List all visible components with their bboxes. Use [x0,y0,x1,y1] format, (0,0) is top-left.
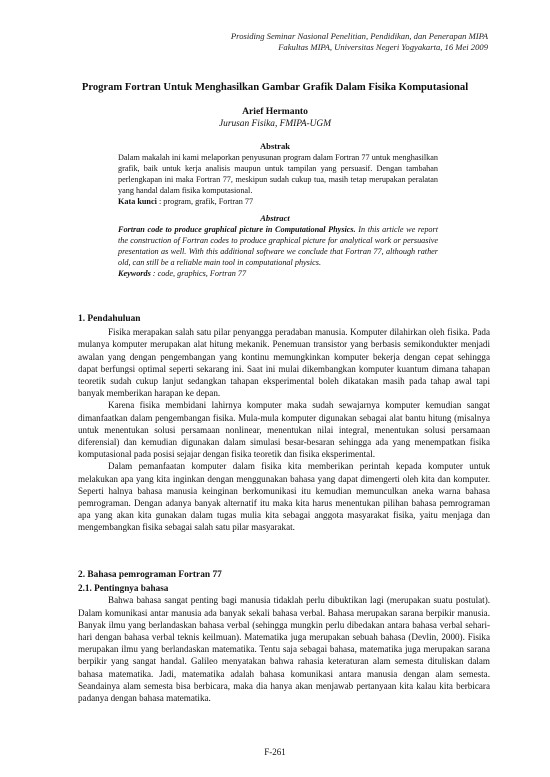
abstrak-body: Dalam makalah ini kami melaporkan penyusunan program dalam Fortran 77 untuk menghasilkan grafik, baik untuk kerja analisis maupun untuk tampilan yang persuasif. Dengan tambahan perlengkapan ini maka Fortran 77, meskipun sudah cukup tua, masih tetap merupakan peralatan yang handal dalam fisika komputasional. [118,153,438,195]
paper-title: Program Fortran Untuk Menghasilkan Gambar Grafik Dalam Fisika Komputasional [81,82,469,93]
running-header [231,31,488,53]
subsection-2-1-heading: 2.1. Pentingnya bahasa [78,583,169,594]
section-pendahuluan [78,313,490,534]
section-fortran [78,569,490,704]
section-2-paragraph: Bahwa bahasa sangat penting bagi manusia tidaklah perlu dibuktikan lagi (merupakan suatu postulat). Dalam komunikasi antar manusia ada banyak sekali bahasa verbal. Bahasa merupakan sarana berpikir manusia. Banyak ilmu yang berlandaskan bahasa verbal (sehingga mungkin perlu dibedakan antara bahasa verbal sehari-hari dengan bahasa verbal teknis keilmuan). Matematika juga merupakan sebuah bahasa (Devlin, 2000). Fisika merupakan ilmu yang berlandaskan matematika. Tentu saja sebagai bahasa, matematika juga merupakan sarana berpikir yang sangat handal. Galileo menyatakan bahwa rahasia keteraturan alam semesta dituliskan dalam bahasa matematika. Jadi, matematika adalah bahasa komunikasi antara manusia dengan alam semesta. Seandainya alam semesta bisa berbicara, maka dia hanya akan menjawab pertanyaan kita kalau kita berbicara padanya dengan bahasa matematika. [78,595,490,704]
abstract-keywords [118,268,438,279]
abstract-keywords-label: Keywords [118,269,151,278]
section-2-heading: 2. Bahasa pemrograman Fortran 77 [78,570,222,580]
header-line-1: Prosiding Seminar Nasional Penelitian, Pendidikan, dan Penerapan MIPA [230,31,488,41]
section-1-paragraph: Dalam pemanfaatan komputer dalam fisika kita memberikan perintah kepada komputer untuk melakukan apa yang kita inginkan dengan menggunakan bahasa yang dapat dimengerti oleh kita dan komputer. Seperti halnya bahasa manusia keinginan berkomunikasi itu kemudian memunculkan aneka warna bahasa pemrograman. Dengan adanya banyak alternatif itu maka kita harus menentukan pilihan bahasa pemrograman apa yang akan kita gunakan dalam tugas mulia kita sebagai anggota masyarakat fisika, yaitu menjaga dan mengembangkan fisika sebagai salah satu pilar masyarakat. [78,461,490,533]
header-line-2: Fakultas MIPA, Universitas Negeri Yogyakarta, 16 Mei 2009 [278,42,488,52]
abstract-heading: Abstract [260,213,290,223]
abstract-title: Fortran code to produce graphical picture in Computational Physics. [118,225,356,234]
abstrak-block [118,152,438,207]
author-affiliation: Jurusan Fisika, FMIPA-UGM [218,119,332,129]
abstract-keywords-text: : code, graphics, Fortran 77 [150,269,247,278]
abstrak-keywords [118,196,438,207]
section-1-heading: 1. Pendahuluan [78,314,141,324]
abstract-text: In this article we report the construction of Fortran codes to produce graphical picture for analytical work or persuasive presentation as well. With this additional software we conclude that Fortran 77, although rather old, can still be a reliable main tool in computational physics. [118,225,438,267]
abstract-block [118,224,438,279]
author-name: Arief Hermanto [242,106,308,117]
section-1-paragraph: Karena fisika membidani lahirnya komputer maka sudah sewajarnya komputer kemudian sangat dimanfaatkan dalam pengembangan fisika. Mula-mula komputer digunakan sebagai alat bantu hitung (misalnya untuk menentukan solusi persamaan nonlinear, menentukan nilai integral, menentukan solusi persamaan diferensial) dan kemudian digunakan dalam simulasi besar-besaran sehingga ada yang menempatkan fisika komputasional pada posisi sejajar dengan fisika teoretik dan fisika eksperimental. [78,400,490,460]
section-1-paragraph: Fisika merapakan salah satu pilar penyangga peradaban manusia. Komputer dilahirkan oleh fisika. Pada mulanya komputer merupakan alat hitung mekanik. Penemuan transistor yang berbasis semikondukter menjadi awalan yang dengan pengembangan yang kontinu memungkinkan komputer bekerja dengan cepat sehingga dapat berfungsi optimal seperti sekarang ini. Saat ini mulai dikembangkan komputer kuantum dimana tahapan teoretik sudah cukup lanjut sedangkan tahapan eksperimental boleh dikatakan masih pada tahap awal tapi banyak memberikan harapan ke depan. [78,327,490,399]
abstrak-heading: Abstrak [259,141,291,151]
abstrak-keywords-text: : program, grafik, Fortran 77 [156,197,254,206]
abstrak-keywords-label: Kata kunci [118,197,157,206]
page-number: F-261 [264,747,286,757]
abstract-body [118,224,438,268]
